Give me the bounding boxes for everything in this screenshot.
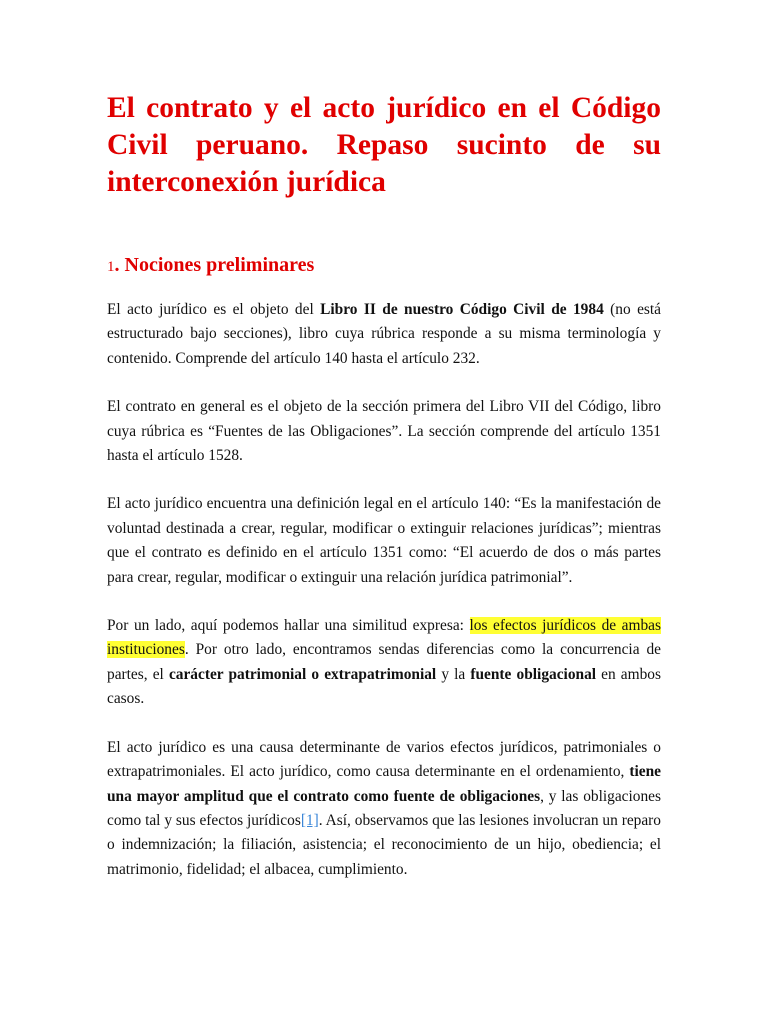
paragraph-1 (107, 298, 661, 371)
paragraph-5-text-b: , y las obligaciones como tal y sus efectos jurídicos (107, 787, 661, 829)
paragraph-4-highlight: los efectos jurídicos de ambas instituciones (107, 617, 661, 659)
paragraph-4-text-b: . Por otro lado, encontramos sendas diferencias como la concurrencia de partes, el (107, 641, 661, 683)
paragraph-4-text-a: Por un lado, aquí podemos hallar una similitud expresa: (107, 617, 470, 635)
paragraph-4-bold-1: carácter patrimonial o extrapatrimonial (168, 665, 437, 683)
paragraph-5-bold: tiene una mayor amplitud que el contrato como fuente de obligaciones (107, 763, 661, 805)
paragraph-5-text-c: . Así, observamos que las lesiones involucran un reparo o indemnización; la filiación, asistencia; el reconocimiento de un hijo, obediencia; el matrimonio, fidelidad; el albacea, cumplimiento. (107, 811, 661, 878)
paragraph-1-text-c: (no está estructurado bajo secciones), libro cuya rúbrica responde a su misma terminología y contenido. Comprende del artículo 140 hasta el artículo 232. (107, 301, 662, 367)
paragraph-3: El acto jurídico encuentra una definición legal en el artículo 140: “Es la manifestación de voluntad destinada a crear, regular, modificar o extinguir relaciones jurídicas”; mientras que el contrato es definido en el artículo 1351 como: “El acuerdo de dos o más partes para crear, regular, modificar o extinguir una relación jurídica patrimonial”. (107, 495, 661, 586)
paragraph-1-text-a: El acto jurídico es el objeto del (107, 301, 321, 318)
paragraph-4-text-d: en ambos casos. (107, 665, 661, 708)
paragraph-4-text-c: y la (436, 665, 471, 683)
section-number: 1 (107, 259, 115, 275)
section-heading (107, 252, 661, 280)
paragraph-5-text-a: El acto jurídico es una causa determinante de varios efectos jurídicos, patrimoniales o extrapatrimoniales. El acto jurídico, como causa determinante en el ordenamiento, (107, 738, 661, 781)
document-title: El contrato y el acto jurídico en el Código Civil peruano. Repaso sucinto de su interconexión jurídica (107, 92, 661, 198)
paragraph-4 (107, 614, 661, 712)
section-title: . Nociones preliminares (114, 254, 315, 276)
paragraph-1-bold: Libro II de nuestro Código Civil de 1984 (320, 301, 604, 318)
paragraph-4-bold-2: fuente obligacional (470, 665, 597, 683)
document-page (107, 90, 661, 882)
paragraph-2: El contrato en general es el objeto de la sección primera del Libro VII del Código, libro cuya rúbrica es “Fuentes de las Obligaciones”. La sección comprende del artículo 1351 hasta el artículo 1528. (107, 398, 661, 465)
paragraph-5 (107, 736, 661, 882)
footnote-link[interactable]: [1] (300, 811, 319, 829)
